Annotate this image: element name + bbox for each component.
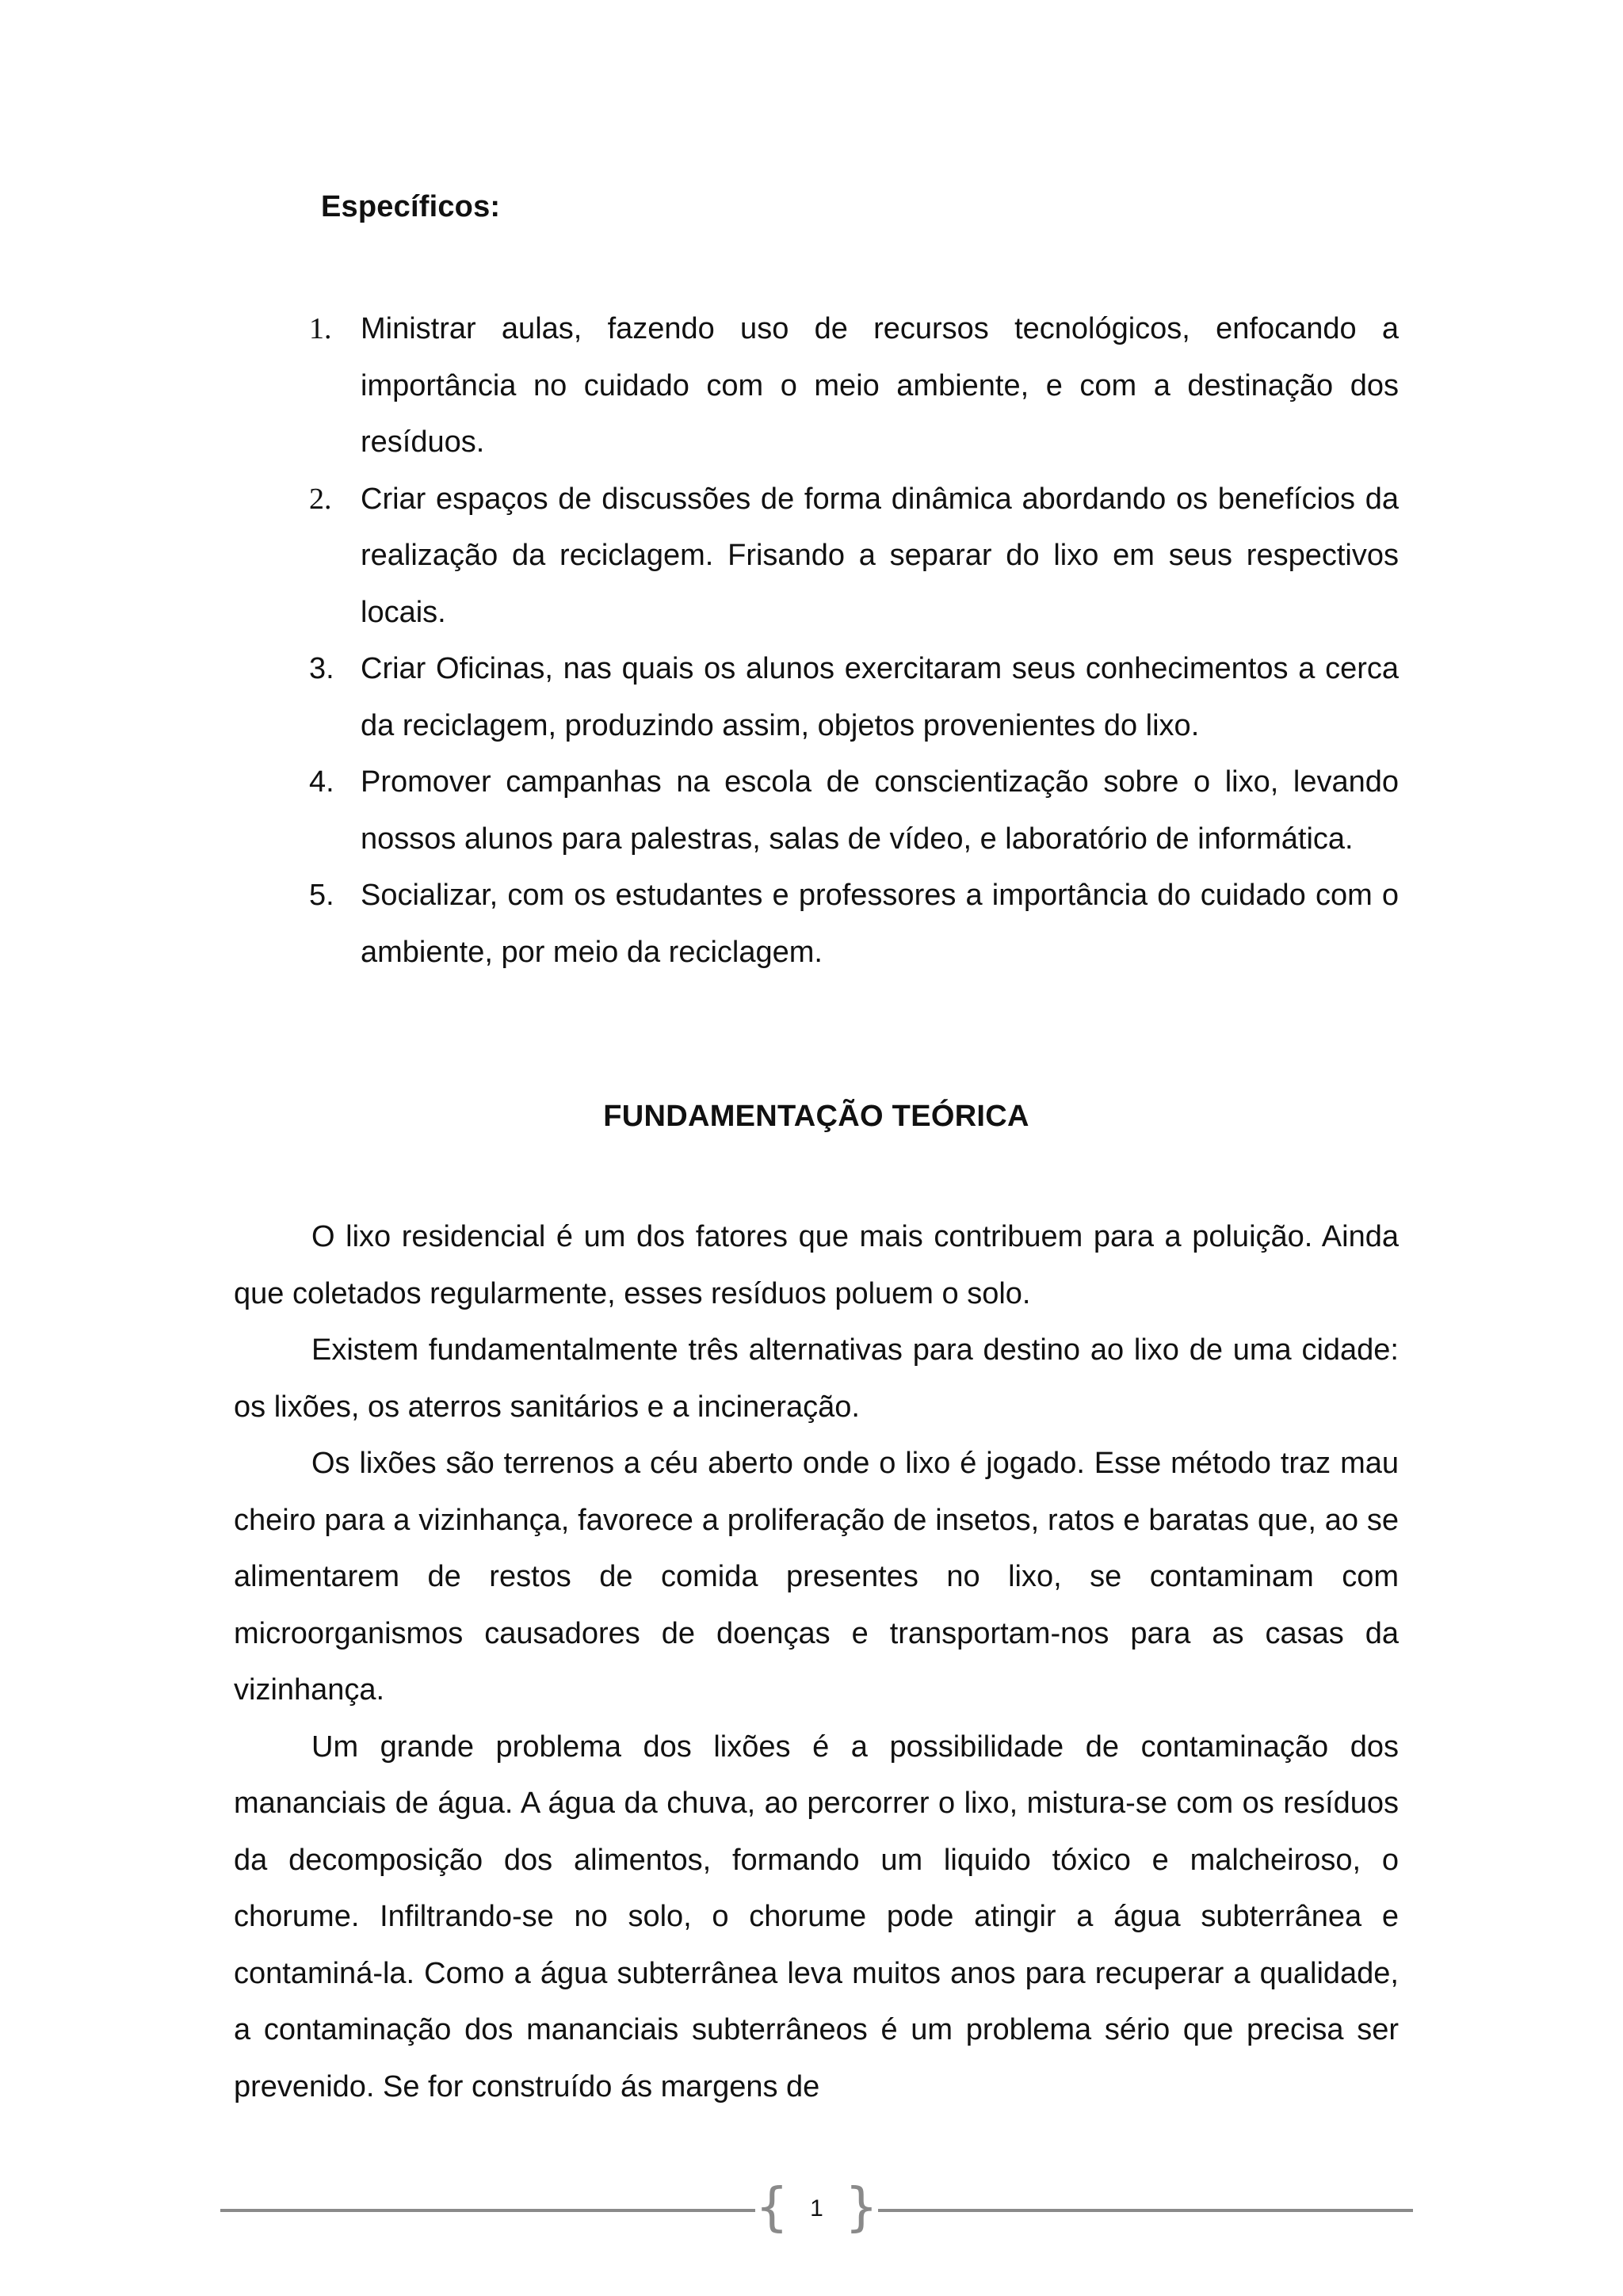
list-item-text: Promover campanhas na escola de conscientização sobre o lixo, levando nossos alunos para palestras, salas de vídeo, e laboratório de informática. (361, 765, 1399, 856)
list-item-text: Criar espaços de discussões de forma dinâmica abordando os benefícios da realização da reciclagem. Frisando a separar do lixo em seus respectivos locais. (361, 482, 1399, 629)
list-item-text: Socializar, com os estudantes e professores a importância do cuidado com o ambiente, por meio da reciclagem. (361, 879, 1399, 969)
page-footer (220, 2177, 1413, 2241)
body-paragraph: Um grande problema dos lixões é a possibilidade de contaminação dos mananciais de água. A água da chuva, ao percorrer o lixo, mistura-se com os resíduos da decomposição dos alimentos, formando um liquido tóxico e malcheiroso, o chorume. Infiltrando-se no solo, o chorume pode atingir a água subterrânea e contaminá-la. Como a água subterrânea leva muitos anos para recuperar a qualidade, a contaminação dos mananciais subterrâneos é um problema sério que precisa ser prevenido. Se for construído ás margens de (234, 1730, 1399, 2103)
body-paragraph: Existem fundamentalmente três alternativas para destino ao lixo de uma cidade: os lixões, os aterros sanitários e a incineração. (234, 1333, 1399, 1424)
list-item-number: 5. (309, 879, 334, 912)
list-item-text: Criar Oficinas, nas quais os alunos exercitaram seus conhecimentos a cerca da reciclagem, produzindo assim, objetos provenientes do lixo. (361, 652, 1399, 742)
list-item-text: Ministrar aulas, fazendo uso de recursos tecnológicos, enfocando a importância no cuidado com o meio ambiente, e com a destinação dos resíduos. (361, 312, 1399, 459)
objectives-list (309, 301, 1399, 981)
section-title: FUNDAMENTAÇÃO TEÓRICA (603, 1100, 1029, 1133)
right-brace-icon: } (845, 2176, 878, 2237)
list-item (309, 301, 1399, 471)
list-item-number: 3. (309, 652, 334, 685)
body-paragraph: Os lixões são terrenos a céu aberto onde o lixo é jogado. Esse método traz mau cheiro para a vizinhança, favorece a proliferação de insetos, ratos e baratas que, ao se alimentarem de restos de comida presentes no lixo, se contaminam com microorganismos causadores de doenças e transportam-nos para as casas da vizinhança. (234, 1447, 1399, 1707)
list-item-number: 4. (309, 765, 334, 799)
specificos-heading: Específicos: (321, 190, 501, 223)
page-number: 1 (810, 2195, 823, 2222)
left-brace-icon: { (755, 2176, 789, 2237)
section-body (234, 1209, 1399, 2115)
list-item (309, 471, 1399, 642)
list-item (309, 868, 1399, 981)
list-item-number: 2. (309, 482, 332, 516)
list-item (309, 754, 1399, 868)
list-item (309, 641, 1399, 754)
list-item-number: 1. (309, 312, 332, 345)
body-paragraph: O lixo residencial é um dos fatores que mais contribuem para a poluição. Ainda que coletados regularmente, esses resíduos poluem o solo. (234, 1220, 1399, 1310)
page-number-badge (755, 2177, 878, 2241)
